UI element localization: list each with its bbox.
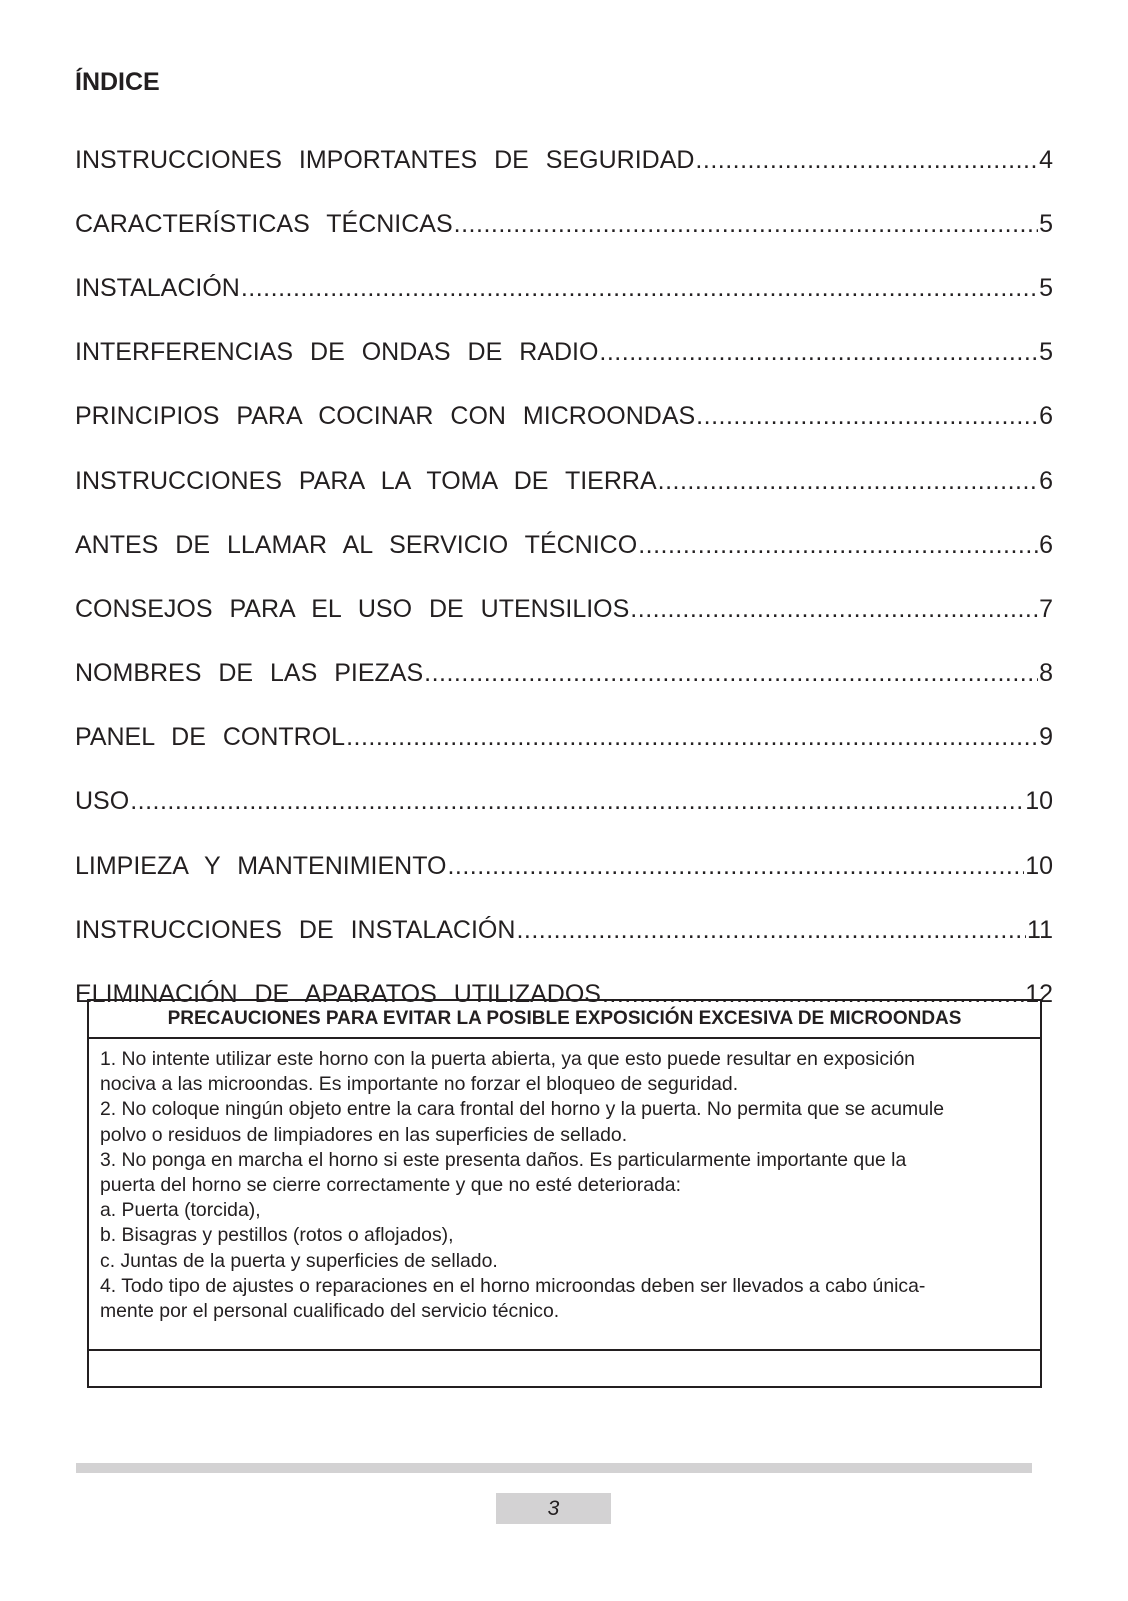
precautions-line: 1. No intente utilizar este horno con la puerta abierta, ya que esto puede resultar en exposición (100, 1048, 915, 1070)
toc-entry-page: 6 (1039, 466, 1053, 495)
toc-entry (75, 321, 1053, 385)
table-of-contents (75, 128, 1053, 1027)
toc-entry-page: 11 (1027, 915, 1053, 944)
precautions-text (89, 1039, 1040, 1351)
toc-entry (75, 513, 1053, 577)
toc-entry-title: INTERFERENCIAS DE ONDAS DE RADIO (75, 338, 599, 367)
toc-entry (75, 256, 1053, 320)
toc-dot-leader (516, 916, 1026, 945)
toc-entry-title: PRINCIPIOS PARA COCINAR CON MICROONDAS (75, 402, 696, 431)
precautions-line: 2. No coloque ningún objeto entre la cara frontal del horno y la puerta. No permita que se acumule (100, 1098, 945, 1121)
page-number: 3 (496, 1493, 611, 1524)
toc-dot-leader (130, 787, 1024, 816)
precautions-line: 4. Todo tipo de ajustes o reparaciones en el horno microondas deben ser llevados a cabo única- (100, 1274, 926, 1297)
toc-entry-title: CONSEJOS PARA EL USO DE UTENSILIOS (75, 594, 630, 623)
toc-entry-page: 10 (1025, 851, 1053, 880)
toc-entry (75, 385, 1053, 449)
toc-entry-title: INSTALACIÓN (75, 273, 240, 302)
toc-entry-title: CARACTERÍSTICAS TÉCNICAS (75, 209, 453, 238)
toc-entry-page: 5 (1039, 338, 1053, 367)
toc-entry-page: 10 (1025, 787, 1053, 816)
precautions-line: a. Puerta (torcida), (100, 1199, 261, 1222)
toc-entry (75, 192, 1053, 256)
toc-dot-leader (696, 402, 1038, 431)
precautions-empty-row (89, 1351, 1040, 1384)
precautions-line: mente por el personal cualificado del servicio técnico. (100, 1300, 560, 1323)
toc-entry-title: LIMPIEZA Y MANTENIMIENTO (75, 851, 447, 880)
toc-entry (75, 834, 1053, 898)
toc-entry-title: INSTRUCCIONES DE INSTALACIÓN (75, 915, 516, 944)
toc-dot-leader (346, 723, 1038, 752)
toc-entry-page: 5 (1039, 209, 1053, 238)
toc-entry (75, 642, 1053, 706)
precautions-line: b. Bisagras y pestillos (rotos o aflojados), (100, 1224, 454, 1247)
toc-entry-page: 8 (1039, 659, 1053, 688)
toc-entry-title: INSTRUCCIONES PARA LA TOMA DE TIERRA (75, 466, 657, 495)
toc-entry-page: 6 (1039, 402, 1053, 431)
toc-entry-page: 5 (1039, 273, 1053, 302)
toc-entry-title: NOMBRES DE LAS PIEZAS (75, 659, 424, 688)
toc-entry (75, 128, 1053, 192)
toc-entry-title: PANEL DE CONTROL (75, 723, 346, 752)
toc-entry (75, 898, 1053, 962)
toc-dot-leader (241, 274, 1038, 303)
toc-dot-leader (630, 595, 1038, 624)
precautions-line: nociva a las microondas. Es importante no forzar el bloqueo de seguridad. (100, 1073, 739, 1096)
toc-entry-title: ANTES DE LLAMAR AL SERVICIO TÉCNICO (75, 530, 638, 559)
toc-entry (75, 449, 1053, 513)
toc-entry (75, 706, 1053, 770)
toc-entry-page: 9 (1039, 723, 1053, 752)
toc-dot-leader (695, 146, 1038, 175)
toc-entry-page: 12 (1025, 980, 1053, 1009)
precautions-line: 3. No ponga en marcha el horno si este presenta daños. Es particularmente importante que la (100, 1148, 907, 1171)
footer-rule (76, 1463, 1032, 1473)
toc-entry (75, 577, 1053, 641)
toc-dot-leader (638, 531, 1038, 560)
precautions-title: PRECAUCIONES PARA EVITAR LA POSIBLE EXPOSICIÓN EXCESIVA DE MICROONDAS (89, 1001, 1040, 1039)
toc-dot-leader (424, 659, 1038, 688)
toc-dot-leader (454, 210, 1038, 239)
toc-entry-page: 7 (1039, 594, 1053, 623)
toc-entry-title: ELIMINACIÓN DE APARATOS UTILIZADOS (75, 980, 601, 1009)
toc-entry (75, 770, 1053, 834)
precautions-line: polvo o residuos de limpiadores en las superficies de sellado. (100, 1123, 628, 1146)
toc-entry-title: INSTRUCCIONES IMPORTANTES DE SEGURIDAD (75, 145, 695, 174)
toc-dot-leader (447, 852, 1024, 881)
toc-entry-page: 6 (1039, 530, 1053, 559)
toc-dot-leader (599, 338, 1038, 367)
toc-entry-title: USO (75, 787, 130, 816)
index-heading: ÍNDICE (75, 68, 160, 96)
precautions-line: puerta del horno se cierre correctamente y que no esté deteriorada: (100, 1174, 681, 1197)
toc-dot-leader (658, 467, 1038, 496)
toc-entry-page: 4 (1039, 145, 1053, 174)
precautions-line: c. Juntas de la puerta y superficies de sellado. (100, 1249, 498, 1272)
precautions-box (87, 999, 1042, 1388)
